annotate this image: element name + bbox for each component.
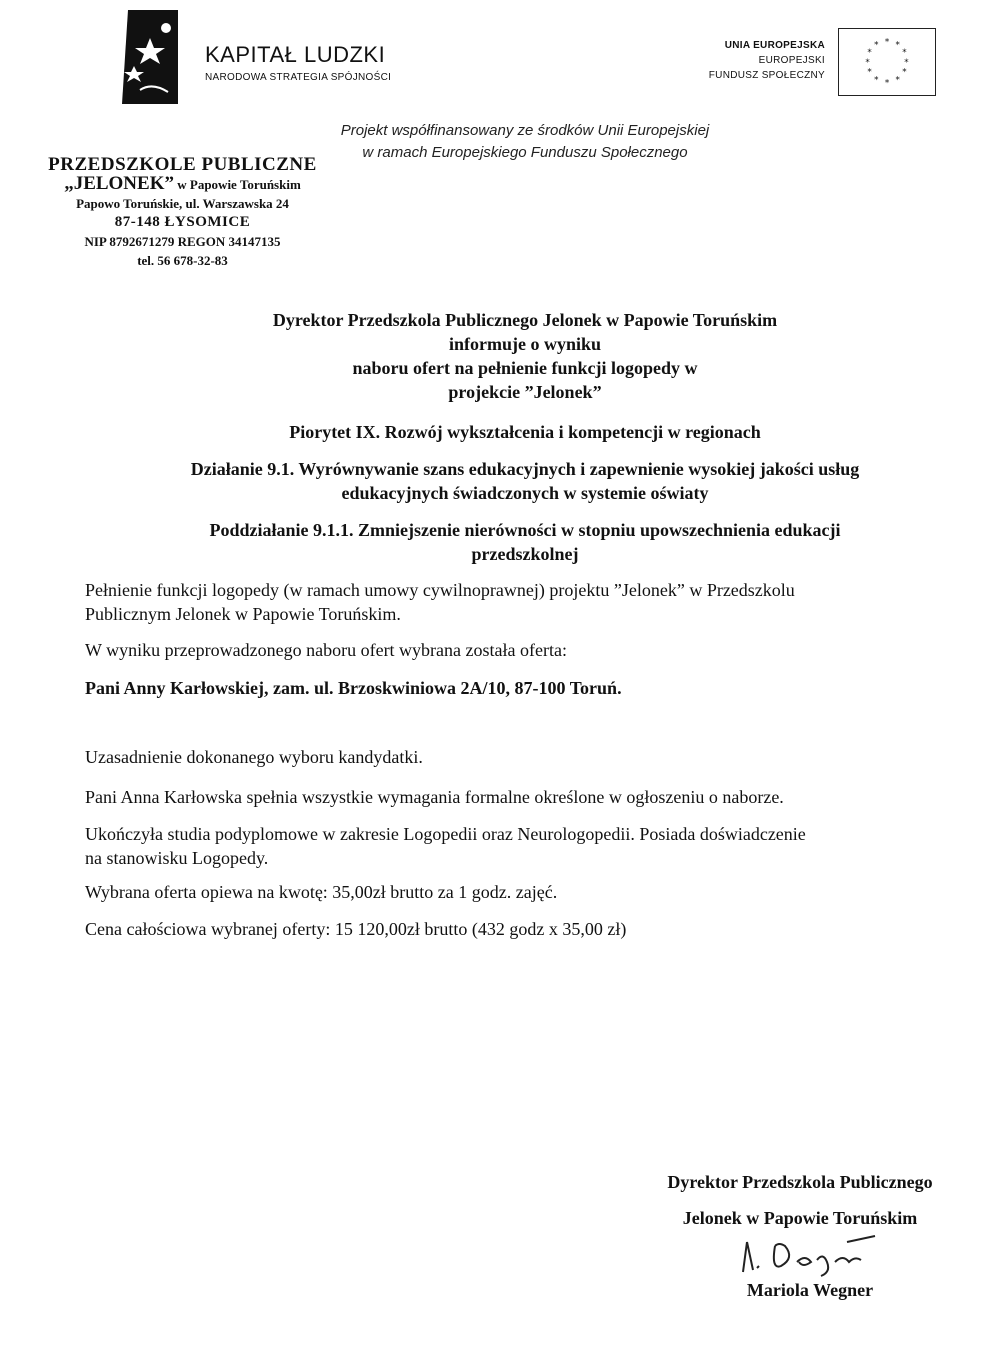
svg-text:*: * bbox=[867, 48, 872, 59]
paragraph-result: W wyniku przeprowadzonego naboru ofert wybrana została oferta: bbox=[85, 640, 567, 660]
paragraph-price-hour: Wybrana oferta opiewa na kwotę: 35,00zł brutto za 1 godz. zajęć. bbox=[85, 882, 558, 902]
eu-label bbox=[709, 38, 825, 83]
heading-line-3: naboru ofert na pełnienie funkcji logopedy w bbox=[352, 358, 698, 378]
paragraph-qualifications bbox=[85, 822, 970, 870]
paragraph-total-price: Cena całościowa wybranej oferty: 15 120,00zł brutto (432 godz x 35,00 zł) bbox=[85, 919, 627, 939]
handwritten-signature bbox=[735, 1232, 885, 1282]
action-line-1: Działanie 9.1. Wyrównywanie szans edukacyjnych i zapewnienie wysokiej jakości usług bbox=[190, 459, 860, 479]
action-block bbox=[80, 457, 970, 505]
svg-text:*: * bbox=[902, 67, 907, 78]
paragraph-qualifications-line-1: Ukończyła studia podyplomowe w zakresie Logopedii oraz Neurologopedii. Posiada doświadczenie bbox=[85, 824, 806, 844]
signature-name: Mariola Wegner bbox=[746, 1280, 874, 1300]
stamp-line-6: tel. 56 678-32-83 bbox=[137, 253, 228, 268]
stamp-line-2 bbox=[30, 174, 335, 194]
eu-line-3: FUNDUSZ SPOŁECZNY bbox=[708, 70, 825, 81]
announcement-heading bbox=[80, 308, 970, 404]
paragraph-function bbox=[85, 578, 970, 626]
eu-flag-icon bbox=[838, 28, 936, 96]
kapital-ludzki-logo bbox=[120, 8, 180, 106]
heading-line-4: projekcie ”Jelonek” bbox=[448, 382, 602, 402]
svg-text:*: * bbox=[874, 75, 879, 86]
svg-text:*: * bbox=[902, 48, 907, 59]
paragraph-requirements: Pani Anna Karłowska spełnia wszystkie wymagania formalne określone w ogłoszeniu o naborze. bbox=[85, 787, 784, 807]
subaction-line-1: Poddziałanie 9.1.1. Zmniejszenie nierówności w stopniu upowszechnienia edukacji bbox=[209, 520, 841, 540]
svg-text:*: * bbox=[867, 67, 872, 78]
winner-line: Pani Anny Karłowskiej, zam. ul. Brzoskwiniowa 2A/10, 87-100 Toruń. bbox=[85, 678, 622, 698]
stamp-line-4: 87-148 ŁYSOMICE bbox=[114, 214, 251, 230]
eu-line-2: EUROPEJSKI bbox=[758, 55, 825, 66]
svg-text:*: * bbox=[904, 57, 909, 68]
kapital-ludzki-title: KAPITAŁ LUDZKI bbox=[205, 42, 386, 67]
stamp-line-3: Papowo Toruńskie, ul. Warszawska 24 bbox=[76, 196, 289, 211]
stamp-line-2-main: „JELONEK” bbox=[64, 173, 174, 194]
institution-stamp bbox=[30, 155, 335, 270]
heading-line-1: Dyrektor Przedszkola Publicznego Jelonek w Papowie Toruńskim bbox=[272, 310, 778, 330]
paragraph-function-line-1: Pełnienie funkcji logopedy (w ramach umowy cywilnoprawnej) projektu ”Jelonek” w Przedszkolu bbox=[85, 580, 795, 600]
svg-text:*: * bbox=[884, 37, 890, 48]
cofinancing-line-1: Projekt współfinansowany ze środków Unii Europejskiej bbox=[340, 122, 710, 139]
paragraph-justification: Uzasadnienie dokonanego wyboru kandydatki. bbox=[85, 747, 423, 767]
subaction-line-2: przedszkolnej bbox=[471, 544, 579, 564]
svg-text:*: * bbox=[895, 75, 900, 86]
signature-title-line-1: Dyrektor Przedszkola Publicznego bbox=[667, 1172, 933, 1192]
stamp-line-1: PRZEDSZKOLE PUBLICZNE bbox=[48, 154, 317, 175]
eu-line-1: UNIA EUROPEJSKA bbox=[724, 40, 825, 51]
svg-text:*: * bbox=[874, 40, 879, 51]
svg-text:*: * bbox=[884, 78, 890, 89]
svg-text:*: * bbox=[865, 57, 870, 68]
stamp-line-2-small: w Papowie Toruńskim bbox=[174, 177, 301, 192]
action-line-2: edukacyjnych świadczonych w systemie oświaty bbox=[341, 483, 709, 503]
paragraph-qualifications-line-2: na stanowisku Logopedy. bbox=[85, 848, 269, 868]
signature-title-line-2: Jelonek w Papowie Toruńskim bbox=[682, 1208, 918, 1228]
priority-line: Piorytet IX. Rozwój wykształcenia i kompetencji w regionach bbox=[289, 422, 761, 442]
svg-text:*: * bbox=[895, 40, 900, 51]
subaction-block bbox=[80, 518, 970, 566]
cofinancing-line-2: w ramach Europejskiego Funduszu Społecznego bbox=[362, 144, 688, 161]
kapital-ludzki-subtitle: NARODOWA STRATEGIA SPÓJNOŚCI bbox=[205, 72, 392, 83]
paragraph-function-line-2: Publicznym Jelonek w Papowie Toruńskim. bbox=[85, 604, 401, 624]
heading-line-2: informuje o wyniku bbox=[448, 334, 601, 354]
stamp-line-5: NIP 8792671279 REGON 34147135 bbox=[84, 234, 281, 249]
